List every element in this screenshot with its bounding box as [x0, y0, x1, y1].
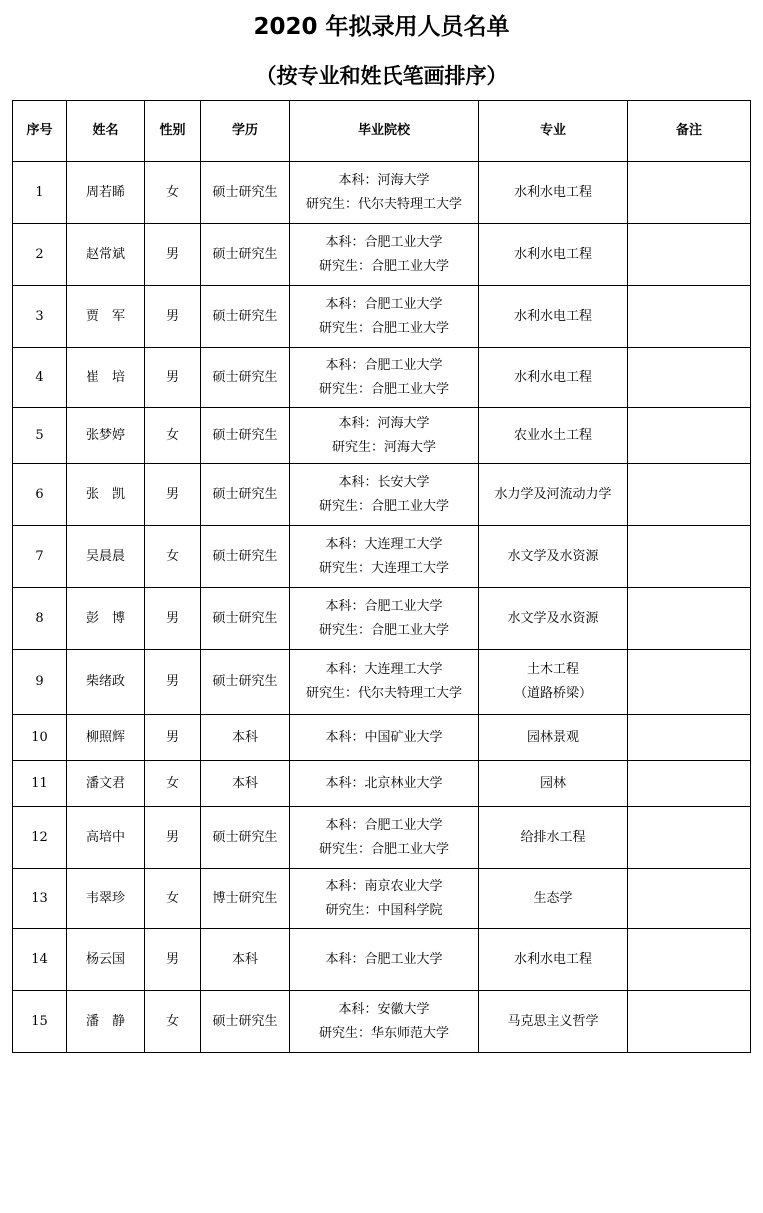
cell-degree: 硕士研究生 — [201, 286, 290, 348]
cell-gender: 女 — [145, 408, 201, 464]
col-header-name: 姓名 — [67, 101, 145, 162]
cell-degree: 硕士研究生 — [201, 464, 290, 526]
cell-note — [628, 761, 751, 807]
cell-no: 3 — [13, 286, 67, 348]
cell-school — [290, 526, 479, 588]
cell-major — [479, 408, 628, 464]
cell-major-line: 土木工程 — [526, 662, 579, 677]
cell-degree: 硕士研究生 — [201, 162, 290, 224]
page-title: 2020 年拟录用人员名单 — [253, 14, 510, 40]
cell-school — [290, 162, 479, 224]
cell-major-line: 水文学及水资源 — [507, 610, 599, 626]
col-header-school: 毕业院校 — [290, 101, 479, 162]
table-row — [13, 526, 751, 588]
cell-note — [628, 807, 751, 869]
col-header-no: 序号 — [13, 101, 67, 162]
table-row — [13, 650, 751, 715]
table-row — [13, 464, 751, 526]
cell-school-line: 本科：北京林业大学 — [325, 775, 443, 791]
cell-school-line: 本科：河海大学 — [338, 415, 430, 431]
cell-gender: 男 — [145, 464, 201, 526]
cell-major — [479, 761, 628, 807]
cell-school — [290, 715, 479, 761]
cell-major-line: 水利水电工程 — [513, 308, 592, 324]
cell-name: 高培中 — [67, 807, 145, 869]
cell-name: 吴晨晨 — [67, 526, 145, 588]
cell-note — [628, 286, 751, 348]
cell-school — [290, 588, 479, 650]
cell-school-line: 研究生：合肥工业大学 — [318, 381, 449, 397]
table-row — [13, 162, 751, 224]
cell-note — [628, 224, 751, 286]
cell-name: 柳照辉 — [67, 715, 145, 761]
cell-no: 13 — [13, 869, 67, 929]
table-row — [13, 224, 751, 286]
cell-degree: 博士研究生 — [201, 869, 290, 929]
cell-major — [479, 348, 628, 408]
cell-school — [290, 464, 479, 526]
cell-degree: 硕士研究生 — [201, 588, 290, 650]
cell-major-line: 给排水工程 — [520, 829, 586, 845]
cell-gender: 男 — [145, 224, 201, 286]
cell-school-line: 研究生：合肥工业大学 — [318, 258, 449, 274]
cell-degree: 硕士研究生 — [201, 348, 290, 408]
cell-school-line: 研究生：合肥工业大学 — [318, 841, 449, 857]
cell-degree: 硕士研究生 — [201, 526, 290, 588]
cell-no: 12 — [13, 807, 67, 869]
cell-major-line: 马克思主义哲学 — [507, 1013, 599, 1029]
cell-name: 柴绪政 — [67, 650, 145, 715]
cell-school — [290, 408, 479, 464]
table-row — [13, 348, 751, 408]
table-row — [13, 991, 751, 1053]
cell-no: 9 — [13, 650, 67, 715]
cell-major — [479, 224, 628, 286]
cell-school-line: 研究生：代尔夫特理工大学 — [305, 686, 462, 701]
cell-school-line: 本科：合肥工业大学 — [325, 598, 443, 614]
table-row — [13, 929, 751, 991]
cell-name: 彭 博 — [67, 588, 145, 650]
cell-major-line: 生态学 — [533, 890, 573, 906]
cell-major-line: 水利水电工程 — [513, 184, 592, 200]
cell-school-line: 研究生：代尔夫特理工大学 — [305, 196, 462, 212]
cell-major — [479, 162, 628, 224]
cell-school-line: 本科：大连理工大学 — [325, 536, 443, 552]
cell-major — [479, 807, 628, 869]
cell-school — [290, 348, 479, 408]
cell-gender: 男 — [145, 650, 201, 715]
cell-degree: 本科 — [201, 761, 290, 807]
cell-school-line: 本科：大连理工大学 — [325, 662, 443, 677]
cell-major-line: 园林 — [539, 775, 566, 791]
table-row — [13, 408, 751, 464]
cell-name: 崔 培 — [67, 348, 145, 408]
cell-school-line: 本科：合肥工业大学 — [325, 296, 443, 312]
cell-school — [290, 869, 479, 929]
cell-no: 10 — [13, 715, 67, 761]
cell-note — [628, 650, 751, 715]
cell-school — [290, 286, 479, 348]
page-subtitle: （按专业和姓氏笔画排序） — [255, 64, 508, 88]
cell-note — [628, 929, 751, 991]
cell-major — [479, 929, 628, 991]
cell-major-line: 水力学及河流动力学 — [494, 486, 612, 502]
cell-major-line: 水文学及水资源 — [507, 548, 599, 564]
cell-gender: 女 — [145, 162, 201, 224]
cell-school — [290, 650, 479, 715]
cell-school-line: 本科：合肥工业大学 — [325, 357, 443, 373]
table-row — [13, 715, 751, 761]
cell-note — [628, 588, 751, 650]
table-row — [13, 286, 751, 348]
cell-school — [290, 224, 479, 286]
cell-major-line: 园林景观 — [526, 729, 579, 745]
cell-gender: 男 — [145, 807, 201, 869]
cell-major — [479, 869, 628, 929]
cell-gender: 女 — [145, 761, 201, 807]
cell-name: 韦翠珍 — [67, 869, 145, 929]
cell-note — [628, 348, 751, 408]
cell-school-line: 本科：河海大学 — [338, 172, 430, 188]
cell-name: 张 凯 — [67, 464, 145, 526]
cell-major — [479, 526, 628, 588]
cell-no: 11 — [13, 761, 67, 807]
cell-major-line: 水利水电工程 — [513, 369, 592, 385]
cell-note — [628, 991, 751, 1053]
cell-gender: 男 — [145, 348, 201, 408]
cell-school-line: 本科：合肥工业大学 — [325, 234, 443, 250]
cell-major-line: 水利水电工程 — [513, 246, 592, 262]
cell-major — [479, 588, 628, 650]
cell-school — [290, 991, 479, 1053]
cell-name: 潘文君 — [67, 761, 145, 807]
cell-no: 5 — [13, 408, 67, 464]
cell-school-line: 本科：中国矿业大学 — [325, 729, 443, 745]
cell-gender: 男 — [145, 715, 201, 761]
cell-no: 8 — [13, 588, 67, 650]
table-row — [13, 869, 751, 929]
cell-school-line: 研究生：大连理工大学 — [318, 560, 449, 576]
cell-note — [628, 162, 751, 224]
cell-major — [479, 464, 628, 526]
cell-school-line: 研究生：合肥工业大学 — [318, 320, 449, 336]
cell-name: 杨云国 — [67, 929, 145, 991]
col-header-degree: 学历 — [201, 101, 290, 162]
col-header-note: 备注 — [628, 101, 751, 162]
cell-school-line: 研究生：中国科学院 — [325, 902, 443, 918]
cell-note — [628, 715, 751, 761]
cell-school — [290, 929, 479, 991]
cell-school-line: 本科：合肥工业大学 — [325, 817, 443, 833]
table-row — [13, 761, 751, 807]
table-row — [13, 807, 751, 869]
cell-degree: 硕士研究生 — [201, 224, 290, 286]
cell-no: 4 — [13, 348, 67, 408]
table-row — [13, 588, 751, 650]
candidate-table — [12, 100, 751, 1053]
cell-gender: 女 — [145, 991, 201, 1053]
cell-no: 2 — [13, 224, 67, 286]
cell-note — [628, 408, 751, 464]
table-header-row — [13, 101, 751, 162]
cell-major-line: 农业水土工程 — [513, 427, 592, 443]
cell-major — [479, 715, 628, 761]
col-header-major: 专业 — [479, 101, 628, 162]
cell-degree: 本科 — [201, 715, 290, 761]
cell-school-line: 本科：安徽大学 — [338, 1001, 430, 1017]
cell-name: 张梦婷 — [67, 408, 145, 464]
cell-no: 7 — [13, 526, 67, 588]
cell-major — [479, 650, 628, 715]
col-header-gender: 性别 — [145, 101, 201, 162]
cell-degree: 硕士研究生 — [201, 991, 290, 1053]
cell-note — [628, 869, 751, 929]
cell-gender: 男 — [145, 929, 201, 991]
cell-gender: 男 — [145, 286, 201, 348]
cell-major — [479, 991, 628, 1053]
cell-no: 14 — [13, 929, 67, 991]
cell-school — [290, 761, 479, 807]
cell-gender: 男 — [145, 588, 201, 650]
cell-major-line: （道路桥梁） — [513, 686, 592, 701]
cell-no: 1 — [13, 162, 67, 224]
cell-school — [290, 807, 479, 869]
cell-gender: 女 — [145, 526, 201, 588]
cell-gender: 女 — [145, 869, 201, 929]
cell-note — [628, 526, 751, 588]
cell-major — [479, 286, 628, 348]
cell-major-line: 水利水电工程 — [513, 951, 592, 967]
cell-school-line: 本科：南京农业大学 — [325, 878, 443, 894]
cell-degree: 硕士研究生 — [201, 650, 290, 715]
cell-school-line: 研究生：华东师范大学 — [318, 1025, 449, 1041]
cell-school-line: 研究生：合肥工业大学 — [318, 498, 449, 514]
cell-degree: 硕士研究生 — [201, 807, 290, 869]
cell-name: 周若睎 — [67, 162, 145, 224]
cell-name: 赵常斌 — [67, 224, 145, 286]
cell-school-line: 研究生：合肥工业大学 — [318, 622, 449, 638]
cell-school-line: 本科：长安大学 — [338, 474, 430, 490]
cell-name: 贾 军 — [67, 286, 145, 348]
cell-school-line: 本科：合肥工业大学 — [325, 951, 443, 967]
cell-degree: 硕士研究生 — [201, 408, 290, 464]
cell-degree: 本科 — [201, 929, 290, 991]
cell-note — [628, 464, 751, 526]
cell-school-line: 研究生：河海大学 — [331, 439, 436, 455]
cell-name: 潘 静 — [67, 991, 145, 1053]
cell-no: 15 — [13, 991, 67, 1053]
cell-no: 6 — [13, 464, 67, 526]
